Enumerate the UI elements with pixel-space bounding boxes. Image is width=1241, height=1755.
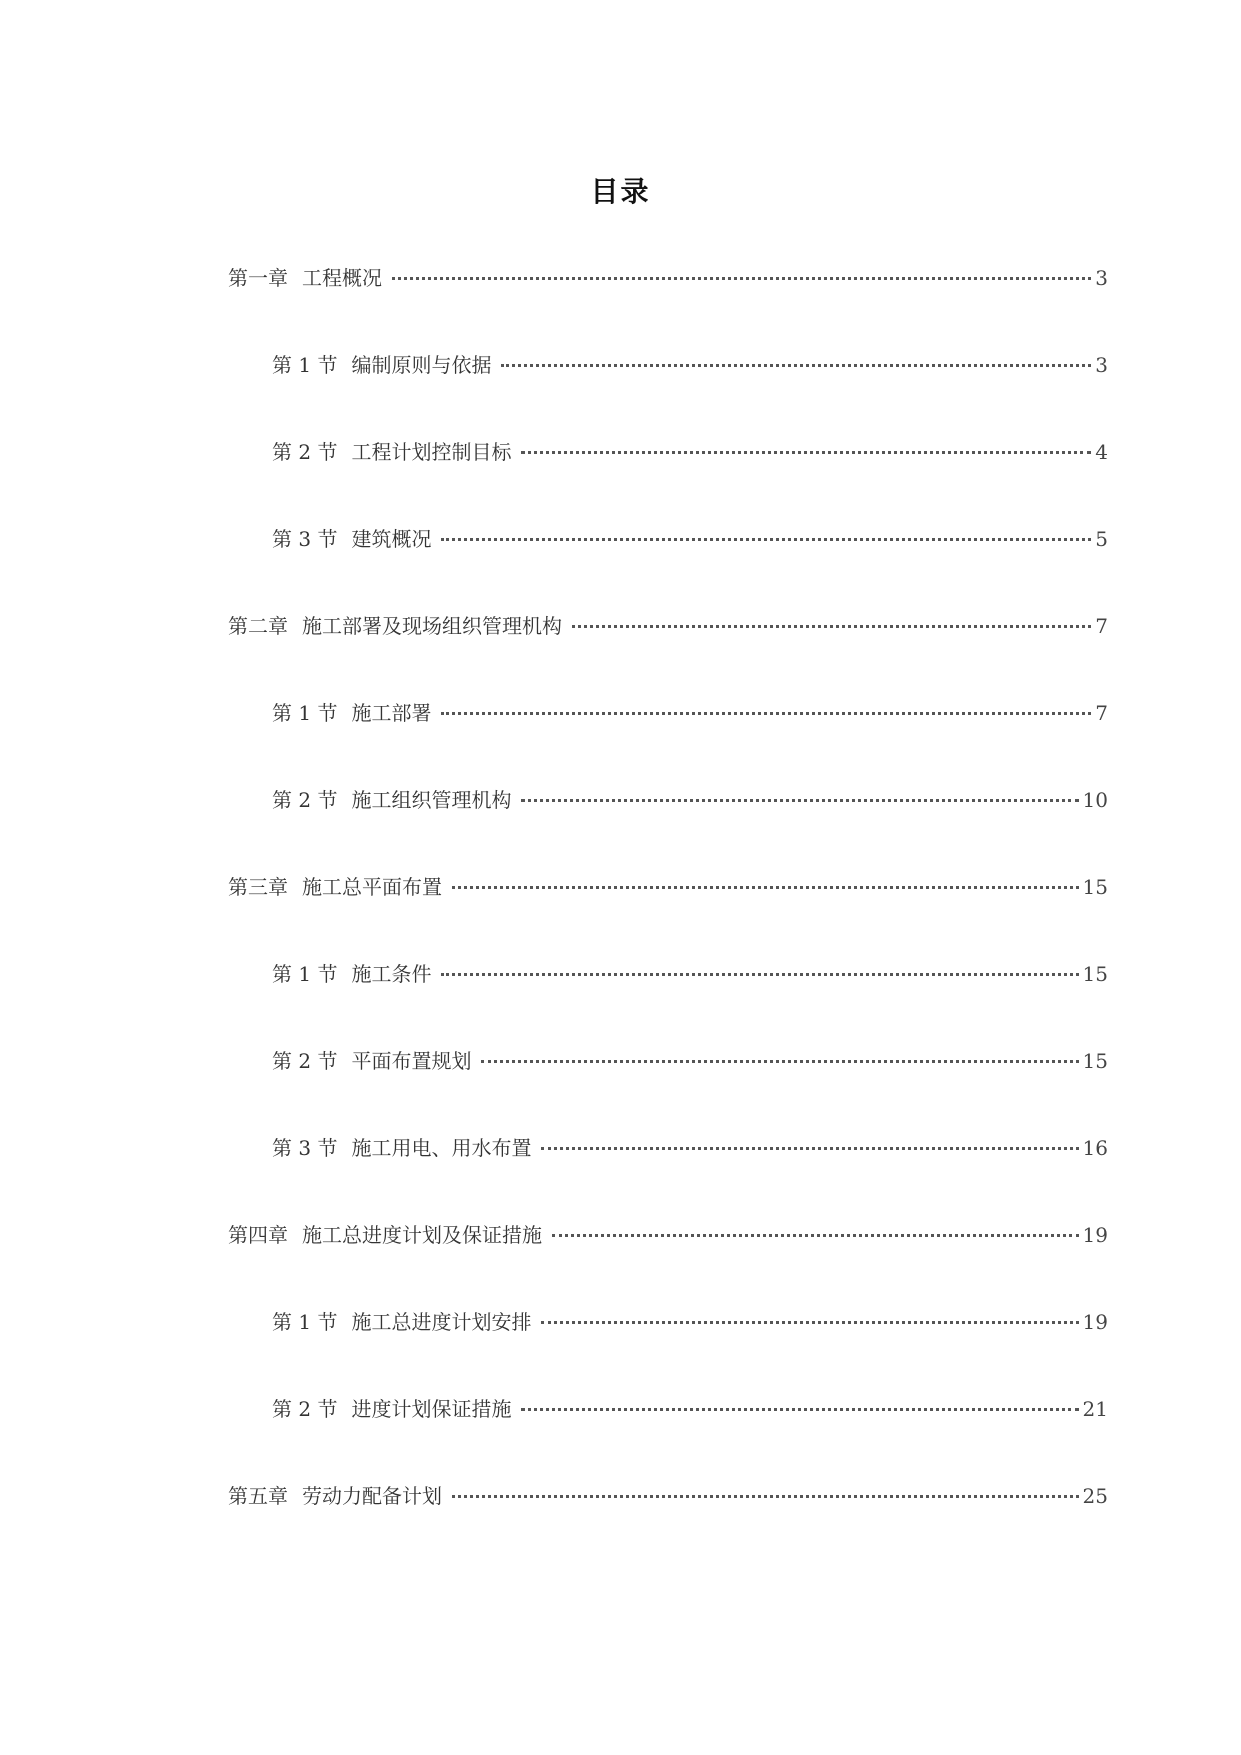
toc-entry-title: 施工组织管理机构 [351,788,512,812]
dot-leader [521,451,1091,454]
toc-entry-section[interactable] [272,1394,1108,1424]
toc-entry-page: 7 [1095,701,1108,725]
dot-leader [541,1147,1078,1150]
toc-entry-chapter[interactable] [228,872,1108,902]
toc-entry-chapter[interactable] [228,611,1108,641]
toc-entry-title: 编制原则与依据 [351,353,492,377]
dot-leader [441,712,1091,715]
toc-entry-title: 施工条件 [351,962,432,986]
toc-entry-number: 第 3 节 [272,527,338,551]
toc-entry-number: 第 1 节 [272,962,338,986]
toc-entry-page: 3 [1095,266,1108,290]
toc-entry-number: 第 1 节 [272,353,338,377]
toc-entry-number: 第四章 [228,1223,288,1247]
toc-entry-title: 工程概况 [302,266,382,290]
toc-entry-title: 施工总平面布置 [302,875,442,899]
dot-leader [521,1408,1078,1411]
dot-leader [452,886,1079,889]
toc-entry-number: 第一章 [228,266,288,290]
toc-entry-chapter[interactable] [228,1220,1108,1250]
toc-entry-section[interactable] [272,959,1108,989]
dot-leader [441,538,1091,541]
toc-entry-page: 7 [1095,614,1108,638]
toc-entry-page: 15 [1082,1049,1108,1073]
dot-leader [501,364,1091,367]
toc-entry-title: 施工总进度计划及保证措施 [302,1223,542,1247]
toc-entry-title: 施工部署 [351,701,432,725]
toc-entry-number: 第 2 节 [272,788,338,812]
dot-leader [481,1060,1078,1063]
toc-entry-page: 15 [1082,875,1108,899]
toc-entry-page: 5 [1095,527,1108,551]
toc-entry-chapter[interactable] [228,263,1108,293]
toc-entry-number: 第三章 [228,875,288,899]
toc-entry-page: 19 [1082,1310,1108,1334]
toc-entry-title: 施工总进度计划安排 [351,1310,532,1334]
toc-entry-title: 平面布置规划 [351,1049,472,1073]
toc-entry-section[interactable] [272,698,1108,728]
dot-leader [441,973,1078,976]
toc-entry-title: 施工用电、用水布置 [351,1136,532,1160]
toc-entry-title: 施工部署及现场组织管理机构 [302,614,562,638]
toc-entry-section[interactable] [272,437,1108,467]
toc-entry-number: 第 1 节 [272,701,338,725]
toc-entry-number: 第 3 节 [272,1136,338,1160]
toc-entry-page: 21 [1082,1397,1108,1421]
toc-entry-section[interactable] [272,1307,1108,1337]
toc-entry-section[interactable] [272,785,1108,815]
toc-entry-page: 10 [1082,788,1108,812]
toc-entry-number: 第 2 节 [272,1397,338,1421]
toc-entry-number: 第 2 节 [272,1049,338,1073]
dot-leader [541,1321,1078,1324]
dot-leader [552,1234,1079,1237]
dot-leader [572,625,1091,628]
toc-entry-section[interactable] [272,1046,1108,1076]
toc-entry-section[interactable] [272,524,1108,554]
toc-entry-page: 16 [1082,1136,1108,1160]
toc-entry-section[interactable] [272,1133,1108,1163]
toc-entry-page: 15 [1082,962,1108,986]
toc-entry-section[interactable] [272,350,1108,380]
toc-entry-title: 进度计划保证措施 [351,1397,512,1421]
toc-entry-chapter[interactable] [228,1481,1108,1511]
toc-entry-page: 4 [1095,440,1108,464]
toc-entry-page: 3 [1095,353,1108,377]
toc-entry-number: 第 1 节 [272,1310,338,1334]
toc-entry-number: 第 2 节 [272,440,338,464]
toc-entry-page: 19 [1082,1223,1108,1247]
dot-leader [452,1495,1079,1498]
toc-entry-number: 第五章 [228,1484,288,1508]
toc-entry-title: 劳动力配备计划 [302,1484,442,1508]
toc-entry-title: 工程计划控制目标 [351,440,512,464]
toc-entry-title: 建筑概况 [351,527,432,551]
dot-leader [521,799,1078,802]
toc-entry-number: 第二章 [228,614,288,638]
dot-leader [392,277,1091,280]
toc-title: 目录 [590,175,651,208]
toc-entry-page: 25 [1082,1484,1108,1508]
